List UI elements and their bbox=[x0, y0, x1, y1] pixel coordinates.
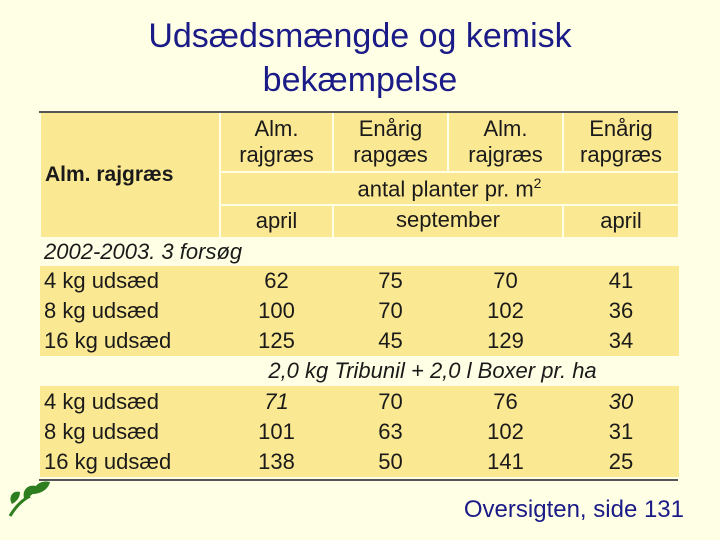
table-cell: 62 bbox=[220, 266, 333, 296]
table-cell: 102 bbox=[448, 417, 563, 447]
crop-header-2-line-2: rapgæs bbox=[353, 142, 428, 168]
leaf-logo-icon bbox=[6, 476, 52, 520]
row-label: 8 kg udsæd bbox=[40, 417, 220, 447]
title-line-1: Udsædsmængde og kemisk bbox=[148, 17, 572, 55]
table-cell: 34 bbox=[563, 326, 679, 356]
row-label: 4 kg udsæd bbox=[40, 266, 220, 296]
table-cell: 101 bbox=[220, 417, 333, 447]
page-title bbox=[80, 14, 640, 102]
table-row bbox=[40, 326, 679, 356]
section1-label: 2002-2003. 3 forsøg bbox=[40, 238, 679, 266]
table-row bbox=[40, 417, 679, 447]
section1-header-row bbox=[40, 238, 679, 266]
unit-header bbox=[220, 172, 679, 204]
crop-header-1 bbox=[220, 112, 333, 172]
crop-header-3 bbox=[448, 112, 563, 172]
corner-label: Alm. rajgræs bbox=[40, 112, 220, 238]
table-cell: 71 bbox=[220, 386, 333, 416]
table-cell: 75 bbox=[333, 266, 448, 296]
month-last: april bbox=[563, 205, 679, 238]
crop-header-1-line-1: Alm. bbox=[254, 116, 299, 142]
table-cell: 70 bbox=[448, 266, 563, 296]
table-cell: 25 bbox=[563, 447, 679, 477]
table-cell: 36 bbox=[563, 296, 679, 326]
row-label: 16 kg udsæd bbox=[40, 326, 220, 356]
table-cell: 30 bbox=[563, 386, 679, 416]
section2-label: 2,0 kg Tribunil + 2,0 l Boxer pr. ha bbox=[40, 356, 679, 386]
header-row-crops bbox=[40, 112, 679, 172]
crop-header-1-line-2: rajgræs bbox=[239, 142, 314, 168]
table-row bbox=[40, 447, 679, 477]
table-cell: 70 bbox=[333, 386, 448, 416]
table-cell: 41 bbox=[563, 266, 679, 296]
table-cell: 129 bbox=[448, 326, 563, 356]
table-cell: 100 bbox=[220, 296, 333, 326]
table-cell: 125 bbox=[220, 326, 333, 356]
table-cell: 45 bbox=[333, 326, 448, 356]
crop-header-4-line-1: Enårig bbox=[589, 116, 653, 142]
data-table bbox=[39, 111, 680, 477]
table-cell: 63 bbox=[333, 417, 448, 447]
table-cell: 141 bbox=[448, 447, 563, 477]
row-label: 8 kg udsæd bbox=[40, 296, 220, 326]
table-row bbox=[40, 266, 679, 296]
row-label: 4 kg udsæd bbox=[40, 386, 220, 416]
crop-header-4 bbox=[563, 112, 679, 172]
crop-header-3-line-1: Alm. bbox=[483, 116, 528, 142]
table-row bbox=[40, 386, 679, 416]
table-cell: 31 bbox=[563, 417, 679, 447]
table-cell: 76 bbox=[448, 386, 563, 416]
table-cell: 70 bbox=[333, 296, 448, 326]
month-middle: september bbox=[333, 205, 563, 238]
unit-superscript: 2 bbox=[533, 174, 542, 191]
data-table-container bbox=[39, 111, 678, 477]
table-cell: 102 bbox=[448, 296, 563, 326]
unit-label: antal planter pr. m bbox=[357, 176, 534, 202]
crop-header-2 bbox=[333, 112, 448, 172]
section2-header-row bbox=[40, 356, 679, 386]
table-cell: 138 bbox=[220, 447, 333, 477]
crop-header-4-line-2: rapgræs bbox=[580, 142, 662, 168]
title-line-2: bekæmpelse bbox=[262, 61, 458, 99]
crop-header-2-line-1: Enårig bbox=[358, 116, 423, 142]
table-cell: 50 bbox=[333, 447, 448, 477]
table-row bbox=[40, 296, 679, 326]
crop-header-3-line-2: rajgræs bbox=[468, 142, 543, 168]
row-label: 16 kg udsæd bbox=[40, 447, 220, 477]
footer-source: Oversigten, side 131 bbox=[463, 496, 684, 523]
month-first: april bbox=[220, 205, 333, 238]
